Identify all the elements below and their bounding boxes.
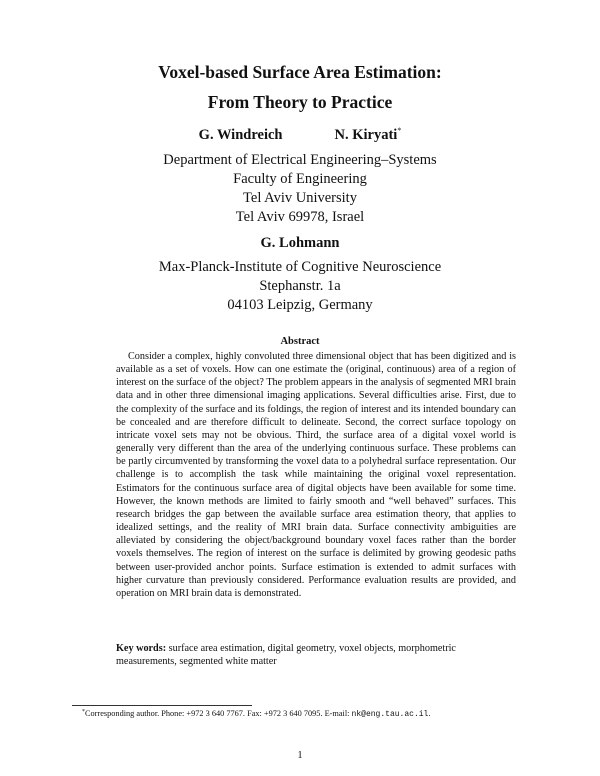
paper-title-line1: Voxel-based Surface Area Estimation: (158, 62, 442, 82)
affiliation-institute: Max-Planck-Institute of Cognitive Neuroscience (158, 259, 442, 275)
abstract-heading: Abstract (280, 336, 320, 347)
affiliation-department: Department of Electrical Engineering–Systems (163, 152, 437, 168)
keywords (116, 642, 516, 668)
abstract-body: Consider a complex, highly convoluted three dimensional object that has been digitized and is available as a set of voxels. How can one estimate the (original, continuous) area of a region of interest on the surface of the object? The problem appears in the analysis of segmented MRI brain data and in other three dimensional imaging applications. Several difficulties arise. First, due to the complexity of the surface and its foldings, the region of interest and its intended boundary can be concealed and are therefore difficult to delineate. Second, the correct surface topology on intricate voxel sets may not be obvious. Third, the surface area of a digital voxel world is generally very different than the area of the underlying continuous surface. These problems can be partly circumvented by transforming the voxel data to a polyhedral surface representation. Our challenge is to accomplish the task while maintaining the original voxel representation. Estimators for the continuous surface area of digital objects have been available for some time. However, the known methods are limited to fairly smooth and “well behaved” surfaces. This research bridges the gap between the available surface area estimation theory, that applies to idealized settings, and the reality of MRI brain data. Surface connectivity ambiguities are alleviated by considering the object/background boundary voxel faces rather than the border voxels themselves. The region of interest on the surface is delimited by growing geodesic paths between user-provided anchor points. Surface estimation is extended to admit surfaces with higher curvature than previously considered. Performance evaluation results are provided, and operation on MRI brain data is demonstrated. (116, 351, 516, 599)
footnote-marker: * (82, 709, 85, 715)
affiliation-faculty: Faculty of Engineering (233, 171, 367, 187)
affiliation-city: 04103 Leipzig, Germany (227, 297, 373, 313)
author-windreich: G. Windreich (198, 127, 283, 143)
footnote (82, 709, 542, 719)
author-kiryati (334, 126, 401, 144)
author-lohmann: G. Lohmann (260, 235, 340, 251)
keywords-text: surface area estimation, digital geometry, voxel objects, morphometric measurements, segmented white matter (116, 643, 456, 668)
paper-title-line2: From Theory to Practice (207, 92, 393, 112)
footnote-text: Corresponding author. Phone: +972 3 640 7767. Fax: +972 3 640 7095. E-mail: (85, 709, 352, 718)
affiliation-street: Stephanstr. 1a (259, 278, 341, 294)
affiliation-max-planck (0, 258, 600, 315)
keywords-label: Key words: (116, 643, 167, 654)
author-kiryati-name: N. Kiryati (334, 127, 398, 143)
affiliation-university: Tel Aviv University (243, 190, 357, 206)
footnote-email: nk@eng.tau.ac.il (351, 710, 429, 719)
affiliation-address: Tel Aviv 69978, Israel (235, 209, 365, 225)
authors-line (0, 126, 600, 144)
footnote-end: . (428, 709, 431, 718)
footnote-rule (72, 705, 252, 706)
page-number: 1 (297, 750, 303, 761)
corresponding-author-marker: * (397, 126, 402, 135)
affiliation-tel-aviv (0, 151, 600, 227)
